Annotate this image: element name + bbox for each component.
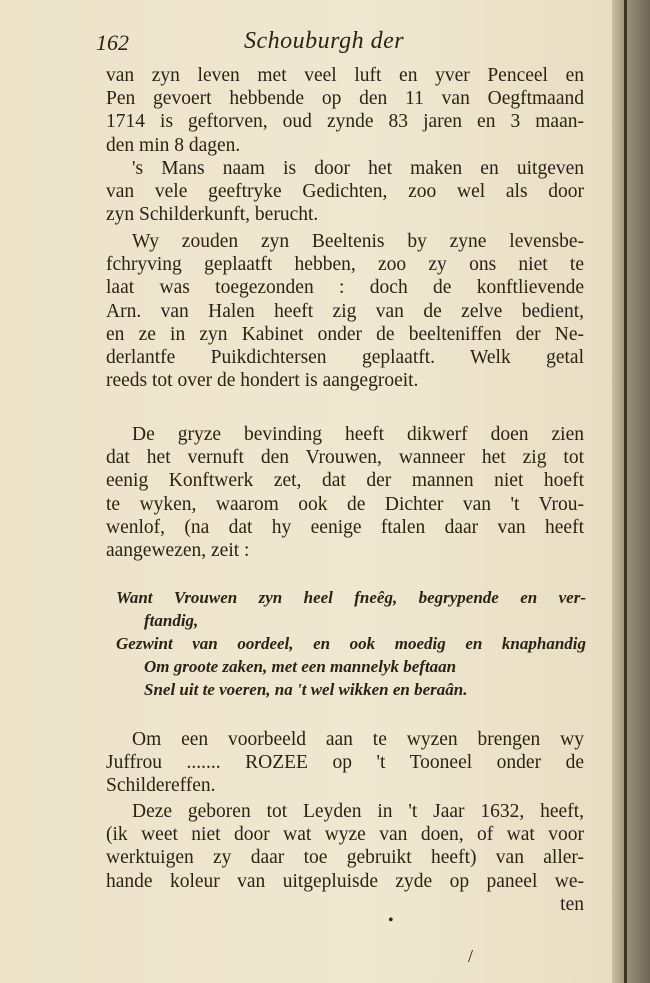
text-line: Pen gevoert hebbende op den 11 van Oegftmaand	[106, 88, 584, 110]
text-line: werktuigen zy daar toe gebruikt heeft) van aller-	[106, 847, 584, 869]
text-line: Om een voorbeeld aan te wyzen brengen wy	[132, 729, 584, 750]
ink-mark: /	[468, 946, 474, 966]
ink-dot: •	[388, 912, 394, 929]
text-line: Juffrou ....... ROZEE op 't Tooneel onder de	[106, 752, 584, 774]
text-line: Schildereffen.	[106, 775, 216, 797]
text-line: laat was toegezonden : doch de konftlievende	[106, 277, 584, 299]
text-line: zyn Schilderkunft, berucht.	[106, 204, 319, 226]
page-header	[92, 28, 592, 58]
text-line: van vele geeftryke Gedichten, zoo wel als door	[106, 181, 584, 203]
book-gutter	[612, 0, 650, 983]
paragraph-6	[106, 800, 584, 916]
text-line: 1714 is geftorven, oud zynde 83 jaren en 3 maan-	[106, 111, 584, 133]
text-line: aangewezen, zeit :	[106, 539, 250, 561]
paragraph-1	[106, 64, 584, 157]
text-line: (ik weet niet door wat wyze van doen, of wat voor	[106, 824, 584, 846]
text-line: en ze in zyn Kabinet onder de beelteniffen der Ne-	[106, 323, 584, 345]
text-line: hande koleur van uitgepluisde zyde op paneel we-	[106, 870, 584, 892]
text-line: den min 8 dagen.	[106, 134, 241, 156]
paragraph-3	[106, 230, 584, 392]
page-number: 162	[96, 30, 129, 55]
text-line: Arn. van Halen heeft zig van de zelve bedient,	[106, 300, 584, 322]
poem-line: Want Vrouwen zyn heel fneêg, begrypende en ver-	[116, 588, 586, 607]
text-line: wenlof, (na dat hy eenige ftalen daar van heeft	[106, 516, 584, 538]
text-line: Deze geboren tot Leyden in 't Jaar 1632, heeft,	[132, 801, 584, 822]
text-line: van zyn leven met veel luft en yver Penceel en	[106, 65, 584, 86]
text-line: 's Mans naam is door het maken en uitgeven	[132, 158, 584, 179]
text-line: eenig Konftwerk zet, dat der mannen niet hoeft	[106, 470, 584, 492]
catchword: ten	[560, 893, 584, 915]
text-line: De gryze bevinding heeft dikwerf doen zien	[132, 424, 584, 445]
text-line: dat het vernuft den Vrouwen, wanneer het zig tot	[106, 447, 584, 469]
paragraph-2	[106, 157, 584, 227]
text-line: te wyken, waarom ook de Dichter van 't Vrou-	[106, 493, 584, 515]
text-line: Wy zouden zyn Beeltenis by zyne levensbe-	[132, 231, 584, 252]
poem-line: Snel uit te voeren, na 't wel wikken en beraân.	[144, 680, 468, 699]
poem-line: Gezwint van oordeel, en ook moedig en knaphandig	[116, 634, 586, 653]
paragraph-5	[106, 728, 584, 798]
poem-quote	[116, 586, 586, 701]
poem-line: Om groote zaken, met een mannelyk beftaan	[144, 657, 457, 676]
text-line: reeds tot over de hondert is aangegroeit.	[106, 370, 419, 392]
text-line: derlantfe Puikdichtersen geplaatft. Welk getal	[106, 346, 584, 368]
poem-line: ftandig,	[144, 611, 199, 630]
text-line: fchryving geplaatft hebben, zoo zy ons niet te	[106, 254, 584, 276]
paragraph-4	[106, 423, 584, 562]
running-title: Schouburgh der	[244, 28, 405, 54]
gutter-edge	[624, 0, 627, 983]
